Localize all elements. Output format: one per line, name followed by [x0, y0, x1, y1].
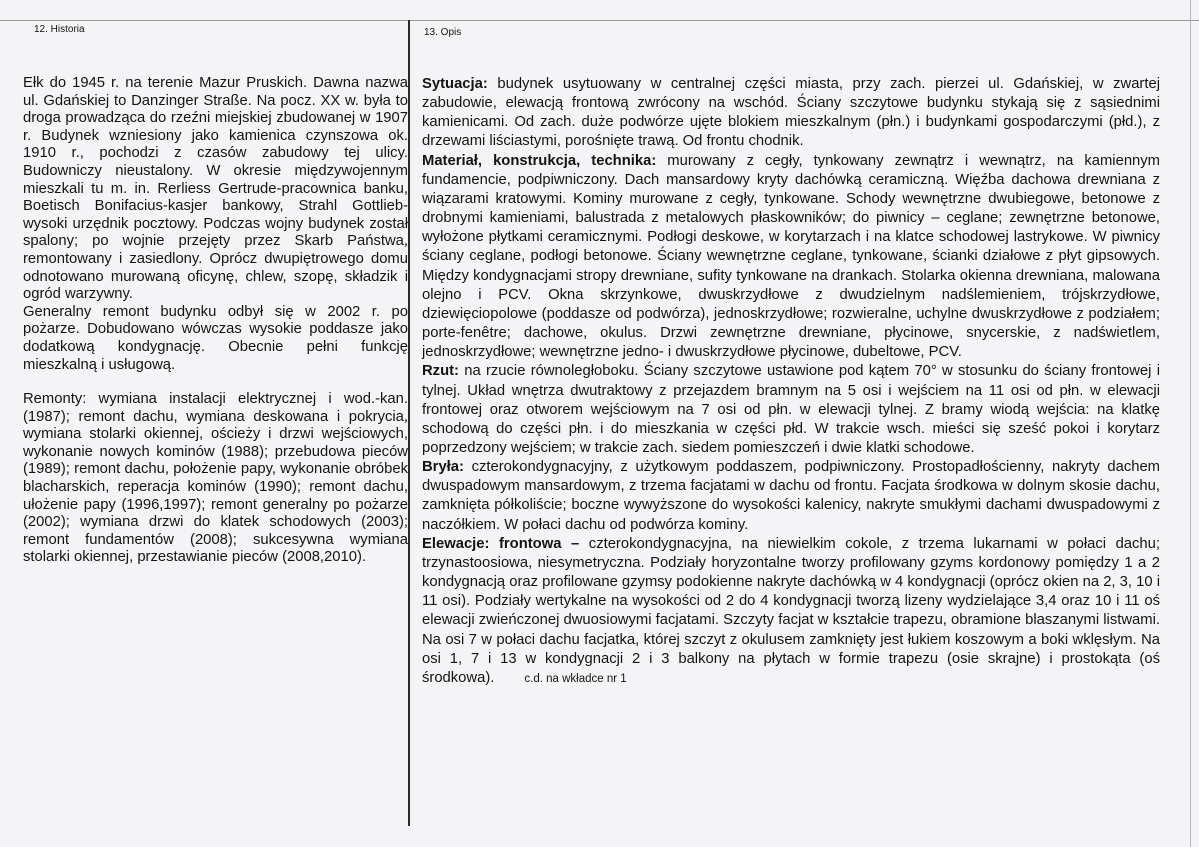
floor-plan-label: Rzut:	[422, 363, 459, 380]
massing-text: czterokondygnacyjny, z użytkowym poddaszem, podpiwniczony. Prostopadłościenny, nakryty dachem dwuspadowym mansardowym, z trzema facjatami w dachu od frontu. Facjata środkowa w dolnym skosie dachu, zamknięta półkoliście; boczne wywyższone do wysokości kalenicy, nakryte smukłymi dachami dwuspadowymi z naczółkiem. W połaci dachu od podwórza kominy.	[422, 459, 1160, 533]
construction-label: Materiał, konstrukcja, technika:	[422, 152, 657, 169]
floor-plan-section	[422, 362, 1160, 458]
paragraph-gap	[23, 374, 408, 391]
sheet-edge	[1190, 0, 1191, 847]
massing-label: Bryła:	[422, 459, 464, 476]
elevations-section	[422, 535, 1160, 689]
history-column	[23, 75, 408, 567]
column-divider	[408, 20, 410, 826]
floor-plan-text: na rzucie równoległoboku. Ściany szczytowe ustawione pod kątem 70° w stosunku do ściany frontowej i tylnej. Układ wnętrza dwutraktowy z przejazdem bramnym na 5 osi i wejściem na 11 osi od płn. w elewacji frontowej oraz otworem wejściowym na 7 osi od płn. w elewacji tylnej. Z bramy wiodą wejścia: na klatkę schodową do części płn. i do mieszkania w części płd. W trakcie wsch. mieści się sześć pokoi i korytarz poprzedzony wejściem; w trakcie zach. siedem pomieszczeń i dwie klatki schodowe.	[422, 363, 1160, 456]
location-label: Sytuacja:	[422, 76, 488, 92]
massing-section	[422, 458, 1160, 535]
history-section-title: 12. Historia	[34, 24, 85, 35]
construction-text: murowany z cegły, tynkowany zewnątrz i wewnątrz, na kamiennym fundamencie, podpiwniczony. Dach mansardowy kryty dachówką ceramiczną. Więźba dachowa drewniana z wiązarami kratowymi. Kominy murowane z cegły, tynkowane. Schody wewnętrzne dwubiegowe, betonowe z drobnymi kamieniami, balustrada z metalowych płaskowników; do piwnicy – ceglane; zewnętrzne betonowe, wyłożone płytkami ceramicznymi. Podłogi deskowe, w korytarzach i na klatce schodowej lastrykowe. W piwnicy ściany ceglane, podłogi betonowe. Ściany wewnętrzne ceglane, tynkowane, ścianki działowe z płyt gipsowych. Między kondygnacjami stropy drewniane, sufity tynkowane na drankach. Stolarka okienna drewniana, malowana olejno i PCV. Okna skrzynkowe, dwuskrzydłowe z dwudzielnym nadślemieniem, trójskrzydłowe, dziewięciopolowe (poddasze od podwórza), jednoskrzydłowe; rozwieralne, uchylne dwuskrzydłowe z podziałem; porte-fenêtre; dachowe, okulus. Drzwi zewnętrzne drewniane, płycinowe, snycerskie, z nadświetlem, jednoskrzydłowe; wewnętrzne jedno- i dwuskrzydłowe płycinowe, dubeltowe, PCV.	[422, 152, 1160, 361]
renovations-list-paragraph: Remonty: wymiana instalacji elektrycznej i wod.-kan. (1987); remont dachu, wymiana deskowana i pokrycia, wymiana stolarki okiennej, ościeży i drzwi wejściowych, wykonanie nowych kominów (1988); przebudowa pieców (1989); remont dachu, położenie papy, wykonanie obróbek blacharskich, reperacja kominów (1990); remont dachu, ułożenie papy (1996,1997); remont generalny po pożarze (2002); wymiana drzwi do klatek schodowych (2003); remont fundamentów (2008); sukcesywna wymiana stolarki okiennej, przestawianie pieców (2008,2010).	[23, 391, 408, 566]
top-rule	[0, 20, 1199, 21]
description-section-title: 13. Opis	[424, 27, 462, 38]
location-text: budynek usytuowany w centralnej części miasta, przy zach. pierzei ul. Gdańskiej, w zwartej zabudowie, elewacją frontową zwrócony na wschód. Ściany szczytowe budynku stykają się z sąsiednimi kamienicami. Od zach. duże podwórze ujęte blokiem mieszkalnym (płn.) i budynkami gospodarczymi (płd.), z drzewami liściastymi, porośnięte trawą. Od frontu chodnik.	[422, 76, 1160, 150]
description-column	[422, 75, 1160, 689]
construction-section	[422, 152, 1160, 363]
continued-note: c.d. na wkładce nr 1	[524, 672, 627, 685]
history-paragraph: Ełk do 1945 r. na terenie Mazur Pruskich. Dawna nazwa ul. Gdańskiej to Danzinger Straße. Na pocz. XX w. była to droga prowadząca do rzeźni miejskiej zbudowanej w 1907 r. Budynek wzniesiony jako kamienica czynszowa ok. 1910 r., pochodzi z czasów zabudowy tej ulicy. Budowniczy nieustalony. W okresie międzywojennym mieszkali tu m. in. Rerliess Gertrude-pracownica banku, Boetisch Bonifacius-kasjer bankowy, Strahl Gottlieb-wysoki urzędnik pocztowy. Podczas wojny budynek został spalony; po wojnie przejęty przez Skarb Państwa, remontowany i zasiedlony. Oprócz dwupiętrowego domu odnotowano murowaną oficynę, chlew, szopę, składzik i ogród warzywny.	[23, 75, 408, 303]
renovation-summary-paragraph: Generalny remont budynku odbył się w 2002 r. po pożarze. Dobudowano wówczas wysokie poddasze jako dodatkową kondygnację. Obecnie pełni funkcję mieszkalną i usługową.	[23, 303, 408, 373]
location-section	[422, 75, 1160, 152]
elevations-text: czterokondygnacyjna, na niewielkim cokole, z trzema lukarnami w połaci dachu; trzynastoosiowa, niesymetryczna. Podziały horyzontalne tworzy profilowany gzyms kordonowy pomiędzy 1 a 2 kondygnacją oraz profilowane gzymsy podokienne nakryte dachówką w 4 kondygnacji (oprócz okien na 2, 3, 10 i 11 osi). Podziały wertykalne na wysokości od 2 do 4 kondygnacji tworzą lizeny wydzielające 3,4 oraz 10 i 11 oś elewacji zwieńczonej dwuosiowymi facjatami. Szczyty facjat w kształcie trapezu, obramione blaszanymi listwami. Na osi 7 w połaci dachu facjatka, której szczyt z okulusem zamknięty jest łukiem koszowym a boki wklęsłym. Na osi 1, 7 i 13 w kondygnacji 2 i 3 balkony na płytach w formie trapezu (osie skrajne) i prostokąta (oś środkowa).	[422, 535, 1160, 686]
elevations-label: Elewacje: frontowa –	[422, 535, 580, 552]
